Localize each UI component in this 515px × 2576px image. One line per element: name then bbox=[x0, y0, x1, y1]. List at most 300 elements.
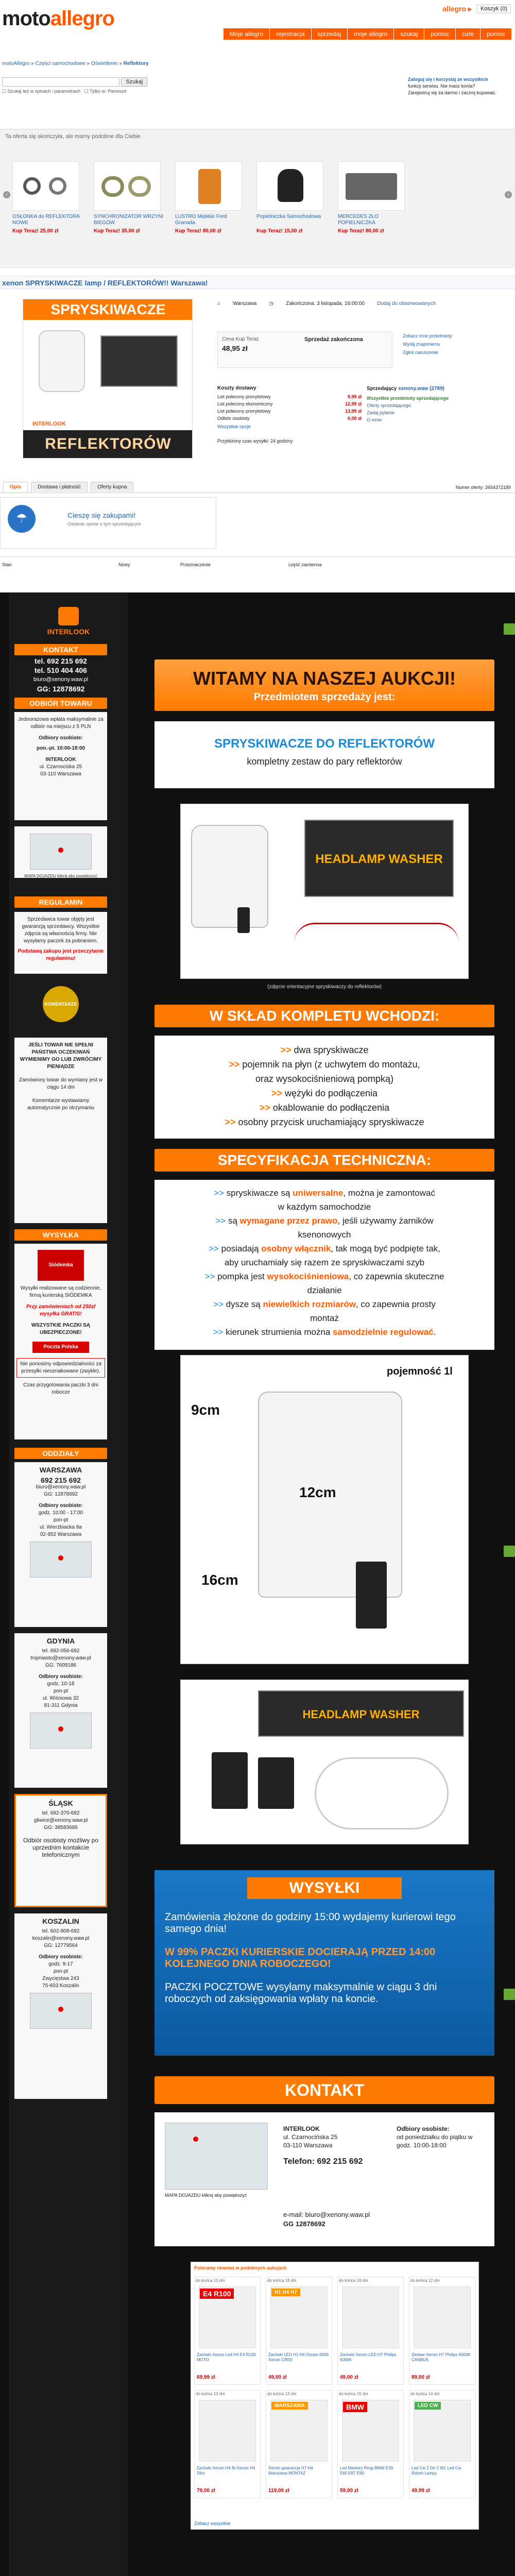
clock-icon: ◷ bbox=[269, 301, 274, 307]
branch-gg: GG: 12878692 bbox=[44, 1492, 78, 1497]
related-name[interactable]: Led Cw 2 Drl 2 W1 Led Cw Rdzeń Lampy bbox=[411, 2466, 461, 2476]
recommendation-price: Kup Teraz! 80,00 zł bbox=[338, 228, 384, 234]
recommendation-price: Kup Teraz! 80,00 zł bbox=[175, 228, 221, 234]
shipping-label: List polecony priorytetowy bbox=[217, 394, 271, 399]
spec-item: działanie bbox=[307, 1285, 342, 1295]
comments-badge: KOMENTARZE bbox=[43, 986, 79, 1022]
related-time: do końca 14 dni bbox=[410, 2392, 440, 2396]
recommendation-list bbox=[12, 161, 411, 234]
related-card[interactable] bbox=[266, 2390, 332, 2498]
search-option-2: Tylko w: Pierwsze bbox=[90, 89, 127, 94]
guarantee-panel bbox=[14, 1038, 107, 1223]
spec-head: SPECYFIKACJA TECHNICZNA: bbox=[154, 1149, 494, 1172]
regulamin-text: Sprzedawca towar objęty jest gwarancją sprzedawcy. Wszystkie zdjęcia są własnością firmy. Nie wysyłamy paczek za pobraniem. bbox=[22, 917, 100, 944]
kontakt-hours-box bbox=[397, 2125, 489, 2149]
regulamin-warning: Podstawą zakupu jest przeczytanie regulaminu! bbox=[18, 948, 104, 961]
branch-addr2: 75-603 Koszalin bbox=[42, 1983, 79, 1989]
recommendation-price: Kup Teraz! 35,00 zł bbox=[94, 228, 140, 234]
pump bbox=[356, 1562, 387, 1629]
regulamin-panel bbox=[14, 912, 107, 974]
product-image-dimensions[interactable] bbox=[180, 1355, 469, 1664]
guarantee-note-2: Zamówiony towar do wymiany jest w ciągu 14 dni bbox=[19, 1077, 103, 1090]
related-time: do końca 13 dni bbox=[196, 2392, 225, 2396]
courier-logo: Siódemka bbox=[38, 1250, 84, 1281]
allegro-brand-link[interactable]: allegro ▸ bbox=[442, 4, 472, 13]
search-input[interactable] bbox=[2, 77, 119, 87]
related-name[interactable]: Zestaw Xenon H7 Philips 6000K CANBUS bbox=[411, 2352, 471, 2362]
product-thumbnail[interactable] bbox=[256, 161, 323, 211]
branch-label: Odbiory osobiste: bbox=[39, 1674, 83, 1680]
price-label: Cena Kup Teraz bbox=[222, 336, 259, 342]
related-name[interactable]: Xenon gwarancja H7 H4 Warszawa MONTAŻ bbox=[268, 2466, 313, 2476]
nozzle bbox=[258, 1757, 294, 1809]
search-button[interactable]: Szukaj bbox=[121, 77, 147, 87]
welcome-title: WITAMY NA NASZEJ AUKCJI! bbox=[193, 668, 456, 689]
branch-addr2: 02-952 Warszawa bbox=[40, 1532, 82, 1537]
kontakt-email[interactable]: biuro@xenony.waw.pl bbox=[33, 676, 89, 683]
fluid-bottle bbox=[191, 825, 268, 928]
related-time: do końca 15 dni bbox=[339, 2392, 368, 2396]
related-card[interactable] bbox=[337, 2390, 404, 2498]
top-links bbox=[442, 4, 511, 13]
related-card[interactable] bbox=[409, 2277, 475, 2385]
recommendation-item[interactable] bbox=[94, 161, 167, 234]
related-tag: E4 R100 bbox=[200, 2289, 234, 2299]
product-image-kit[interactable] bbox=[180, 1680, 469, 1844]
spec-item: >> pompka jest wysokociśnieniowa, co zapewnia skuteczne bbox=[204, 1272, 444, 1281]
nav-item-4[interactable]: moje allegro bbox=[348, 28, 394, 40]
branch-addr1: ul. Wiśniowa 32 bbox=[42, 1696, 79, 1701]
wysylki-text-2: W 99% PACZKI KURIERSKIE DOCIERAJĄ PRZED 14:00 KOLEJNEGO DNIA ROBOCZEGO! bbox=[165, 1946, 436, 1970]
search-option-descriptions-checkbox[interactable]: ☐ bbox=[2, 89, 8, 94]
recommendation-item[interactable] bbox=[175, 161, 248, 234]
map-caption[interactable]: MAPA DOJAZDU kliknij aby powiększyć bbox=[24, 874, 97, 878]
related-tag: WARSZAWA bbox=[271, 2402, 308, 2410]
location-icon: ⌂ bbox=[217, 301, 221, 307]
oddzialy-head: ODDZIAŁY bbox=[14, 1448, 107, 1459]
photo-subtitle: REFLEKTORÓW bbox=[23, 430, 193, 458]
shipping-value: 13,99 zł bbox=[345, 409, 362, 414]
branch-addr1: Zwycięstwa 243 bbox=[42, 1976, 79, 1981]
shipping-label: List polecony ekonomiczny bbox=[217, 401, 273, 406]
kontakt-street: ul. Czarnocińska 25 bbox=[283, 2133, 338, 2141]
branch-days: pon-pt bbox=[53, 1688, 68, 1694]
search-options bbox=[2, 89, 213, 94]
spec-item: montaż bbox=[310, 1313, 339, 1323]
regulamin-head: REGULAMIN bbox=[14, 896, 107, 908]
nav-item-1[interactable]: Moje allegro bbox=[224, 28, 270, 40]
poczta-polska-logo: Poczta Polska bbox=[32, 1342, 89, 1353]
product-box bbox=[154, 721, 494, 788]
breadcrumb-item-1[interactable]: Części samochodowe bbox=[35, 61, 85, 66]
related-name[interactable]: Żarówki Xenon Led H4 E4 R100 MOTO bbox=[197, 2352, 256, 2362]
kit-item: >> dwa spryskiwacze bbox=[280, 1045, 369, 1055]
related-tag: LED CW bbox=[415, 2402, 441, 2410]
kit-item: >> osobny przycisk uruchamiający spryskiwacze bbox=[225, 1117, 424, 1127]
branch-addr1: ul. Wierzbiacka 8a bbox=[40, 1524, 82, 1530]
nav-item-7[interactable]: cafe bbox=[456, 28, 480, 40]
recommendation-band bbox=[0, 129, 515, 268]
seller-name[interactable]: xenony.waw (2789) bbox=[398, 386, 445, 392]
umbrella-icon: ☂ bbox=[8, 505, 36, 533]
wysylka-note-1: Wysyłki realizowane są codziennie, firmą kurierską SIÓDEMKA bbox=[20, 1285, 101, 1298]
shipping-row bbox=[217, 408, 362, 415]
price-box bbox=[217, 332, 392, 368]
logo-moto: moto bbox=[2, 7, 50, 30]
branch-tel: tel. 602-808-692 bbox=[42, 1928, 80, 1934]
dimension-height: 9cm bbox=[191, 1402, 220, 1418]
spec-item: >> posiadają osobny włącznik, tak mogą być podpięte tak, bbox=[209, 1244, 440, 1253]
product-thumbnail[interactable] bbox=[12, 161, 79, 211]
login-line-3[interactable]: Zarejestruj się za darmo i zacznij kupować. bbox=[408, 90, 496, 95]
odbior-panel bbox=[14, 712, 107, 820]
branch-label: Odbiory osobiste: bbox=[39, 1954, 83, 1960]
login-line-1[interactable]: Zaloguj się i korzystaj ze wszystkich bbox=[408, 77, 488, 82]
branch-mail[interactable]: biuro@xenony.waw.pl bbox=[36, 1484, 86, 1490]
branch-mail[interactable]: trojmiasto@xenony.waw.pl bbox=[30, 1655, 91, 1661]
nav-item-2[interactable]: rejestracja bbox=[270, 28, 311, 40]
odbior-note: Jednorazowa wpłata maksymalnie za odbiór na miejscu z 5 PLN bbox=[18, 717, 104, 730]
hose bbox=[315, 1757, 449, 1829]
branch-hours: godz. 9-17 bbox=[48, 1961, 73, 1967]
kontakt-address bbox=[283, 2125, 363, 2166]
search-option-1: Szukaj też w opisach i parametrach bbox=[7, 89, 81, 94]
recommendation-name[interactable]: Popielniczka Samochodowa bbox=[256, 214, 321, 219]
photo-logo: INTERLOOK bbox=[32, 421, 66, 427]
branch-gg: GG: 12779564 bbox=[44, 1943, 78, 1948]
capacity-label: pojemność 1l bbox=[387, 1366, 453, 1377]
wysylki-text-3: PACZKI POCZTOWE wysyłamy maksymalnie w ciągu 3 dni roboczych od zaksięgowania wpłaty na koncie. bbox=[165, 1981, 437, 2005]
shipping-more-link[interactable]: Wszystkie opcje bbox=[217, 424, 251, 429]
branch-days: pon-pt bbox=[53, 1517, 68, 1523]
branch-city: ŚLĄSK bbox=[48, 1799, 73, 1807]
wysylki-head: WYSYŁKI bbox=[247, 1877, 402, 1899]
param-value: Nowy bbox=[118, 562, 130, 567]
branch-koszalin bbox=[14, 1913, 107, 2099]
nav-item-5[interactable]: szukaj bbox=[394, 28, 424, 40]
search-option-category-checkbox[interactable]: ☐ bbox=[84, 89, 90, 94]
odbior-label: Odbiory osobiste: bbox=[39, 735, 83, 741]
related-name[interactable]: Żarówki LED H1 H4 Osram 6000 Xenon CREE bbox=[268, 2352, 329, 2362]
odbior-street: ul. Czarnociska 25 bbox=[39, 764, 82, 770]
wysylka-prep: Czas przygotowania paczki 3 dni robocze bbox=[23, 1382, 98, 1395]
nav-item-6[interactable]: pomoc bbox=[424, 28, 456, 40]
product-box-art: HEADLAMP WASHER bbox=[258, 1690, 464, 1737]
seller-all-items[interactable]: Wszystkie przedmioty sprzedającego bbox=[367, 396, 449, 401]
seller-link-1[interactable]: Oferty sprzedającego bbox=[367, 403, 411, 408]
product-box-art: HEADLAMP WASHER bbox=[304, 820, 454, 897]
chevron-right-icon[interactable]: › bbox=[505, 191, 512, 198]
interlook-logo bbox=[40, 607, 97, 636]
kontakt-gg: GG 12878692 bbox=[283, 2220, 325, 2228]
wysylka-panel bbox=[14, 1244, 107, 1439]
related-price: 69,99 zł bbox=[197, 2375, 215, 2380]
side-marker bbox=[504, 1546, 515, 1557]
shipping-row bbox=[217, 393, 362, 400]
recommendation-item[interactable] bbox=[338, 161, 411, 234]
branch-hours: godz. 10:00 - 17:00 bbox=[38, 1510, 83, 1516]
related-price: 89,00 zł bbox=[411, 2375, 430, 2380]
related-card[interactable] bbox=[194, 2390, 261, 2498]
odbior-hours: pon.-pt. 10:00-18:00 bbox=[37, 745, 85, 751]
comment-box bbox=[0, 497, 216, 549]
chevron-left-icon[interactable]: ‹ bbox=[3, 191, 10, 198]
product-thumbnail[interactable] bbox=[338, 161, 405, 211]
related-price: 79,00 zł bbox=[197, 2488, 215, 2494]
spec-item: ksenonowych bbox=[298, 1230, 351, 1240]
recommendation-title: Ta oferta się skończyła, ale mamy podobne dla Ciebie bbox=[5, 133, 141, 140]
shipping-value: 12,99 zł bbox=[345, 401, 362, 406]
dimension-width: 12cm bbox=[299, 1484, 336, 1500]
kontakt-banner: KONTAKT bbox=[154, 2076, 494, 2104]
kontakt-phone: Telefon: 692 215 692 bbox=[283, 2157, 363, 2166]
item-parameters bbox=[0, 556, 515, 587]
branch-days: pon-pt bbox=[53, 1969, 68, 1974]
recommendation-name[interactable]: MERCEDES ZŁO POPIELNICZKA bbox=[338, 214, 379, 226]
recommendation-name[interactable]: LUSTRO Miękkie Ford Granada bbox=[175, 214, 227, 226]
odbior-company: INTERLOOK bbox=[45, 757, 76, 762]
badge-panel bbox=[14, 980, 107, 1031]
sold-location: Warszawa bbox=[233, 301, 257, 307]
wysylki-panel bbox=[154, 1870, 494, 2056]
seller-link-3[interactable]: O mnie bbox=[367, 417, 382, 422]
product-name: SPRYSKIWACZE DO REFLEKTORÓW bbox=[214, 737, 435, 751]
branch-tel: tel. 692-370-692 bbox=[42, 1810, 80, 1816]
related-price: 59,00 zł bbox=[340, 2488, 358, 2494]
branch-map[interactable] bbox=[30, 1713, 92, 1749]
photo-title: SPRYSKIWACZE bbox=[23, 299, 193, 320]
branch-tel: 692 215 692 bbox=[41, 1476, 81, 1484]
spec-item: >> spryskiwacze są uniwersalne, można je zamontować bbox=[214, 1188, 435, 1198]
branch-gdynia bbox=[14, 1633, 107, 1788]
product-photo[interactable] bbox=[23, 299, 193, 459]
breadcrumb: motoAllegro » Części samochodowe » Oświetlenie » Reflektory bbox=[2, 61, 149, 66]
related-card[interactable] bbox=[409, 2390, 475, 2498]
spec-item: >> dysze są niewielkich rozmiarów, co zapewnia prosty bbox=[213, 1299, 436, 1309]
kontakt-map[interactable] bbox=[165, 2123, 268, 2190]
pump bbox=[237, 907, 250, 933]
shipping-label: Odbiór osobisty bbox=[217, 416, 250, 421]
branch-map[interactable] bbox=[30, 1993, 92, 2029]
branch-addr2: 81-311 Gdynia bbox=[44, 1703, 78, 1708]
image-caption: (zdjęcie orientacyjne spryskiwaczy do reflektorów) bbox=[267, 984, 382, 990]
watch-link[interactable]: Dodaj do obserwowanych bbox=[376, 301, 436, 307]
map-image[interactable] bbox=[30, 834, 92, 870]
recommendation-price: Kup Teraz! 15,00 zł bbox=[256, 228, 303, 234]
kontakt-gg: GG: 12878692 bbox=[37, 685, 85, 693]
kontakt-company: INTERLOOK bbox=[283, 2125, 320, 2132]
guarantee-note-1: JEŚLI TOWAR NIE SPEŁNI PAŃSTWA OCZEKIWAŃ WYMIENIMY GO LUB ZWRÓCIMY PIENIĄDZE bbox=[20, 1042, 102, 1070]
branch-mail[interactable]: gliwice@xenony.waw.pl bbox=[33, 1818, 88, 1823]
kontakt-details bbox=[14, 656, 107, 693]
related-card[interactable] bbox=[194, 2277, 261, 2385]
seller-head: Sprzedający bbox=[367, 386, 397, 392]
related-offers bbox=[191, 2262, 479, 2530]
breadcrumb-home[interactable]: motoAllegro bbox=[2, 61, 30, 66]
related-tag: H1 H4 H7 bbox=[271, 2289, 300, 2296]
related-name[interactable]: Żarówki Xenon LED H7 Philips 6000K bbox=[340, 2352, 397, 2362]
spec-item: >> kierunek strumienia można samodzielnie regulować. bbox=[213, 1327, 436, 1337]
search-area bbox=[2, 77, 213, 94]
product-subtitle: kompletny zestaw do pary reflektorów bbox=[247, 756, 402, 767]
branch-label: Odbiór osobisty możliwy po uprzednim kontakcie telefonicznym bbox=[23, 1837, 99, 1858]
kontakt-hours: od poniedziałku do piątku w godz. 10:00-18:00 bbox=[397, 2133, 473, 2149]
shipping-row bbox=[217, 400, 362, 408]
side-marker bbox=[504, 1989, 515, 2000]
wysylka-insured: WSZYSTKIE PACZKI SĄ UBEZPIECZONE! bbox=[31, 1323, 91, 1335]
kontakt-head: KONTAKT bbox=[14, 644, 107, 655]
spec-item: aby uruchamiały się razem ze spryskiwaczami szyb bbox=[224, 1258, 425, 1267]
shipping-value: 9,99 zł bbox=[347, 394, 362, 399]
box-image bbox=[100, 335, 178, 387]
recommendation-name[interactable]: OSŁONKA do REFLEKTORA NOWE bbox=[12, 214, 80, 226]
related-price: 49,00 zł bbox=[268, 2375, 287, 2380]
ended-date: Zakończona: 3 listopada, 16:00:00 bbox=[286, 301, 365, 307]
kontakt-tel-2: tel. 510 404 406 bbox=[35, 666, 87, 674]
wysylka-note-2: Nie ponosimy odpowiedzialności za przesyłki nieoznakowane (zwykłe). bbox=[16, 1358, 105, 1378]
auction-description bbox=[0, 592, 515, 2576]
breadcrumb-item-3[interactable]: Reflektory bbox=[123, 61, 149, 66]
side-link-1[interactable]: Zobacz inne przedmioty bbox=[403, 333, 452, 338]
related-time: do końca 13 dni bbox=[267, 2392, 297, 2396]
related-name[interactable]: Led Markery Ringi BMW E39 E60 E87 E90 bbox=[340, 2466, 393, 2476]
product-thumbnail[interactable] bbox=[175, 161, 242, 211]
price-value: 48,95 zł bbox=[222, 344, 248, 352]
recommendation-price: Kup Teraz! 25,00 zł bbox=[12, 228, 59, 234]
kontakt-email[interactable]: e-mail: biuro@xenony.waw.pl bbox=[283, 2211, 370, 2218]
bid-info bbox=[217, 301, 506, 444]
kontakt-map-caption[interactable]: MAPA DOJAZDU kliknij aby powiększyć bbox=[165, 2193, 247, 2198]
related-time: do końca 12 dni bbox=[410, 2278, 440, 2283]
branch-slask bbox=[14, 1794, 107, 1907]
branch-warszawa bbox=[14, 1462, 107, 1627]
wysylki-text-1: Zamówienia złożone do godziny 15:00 wydajemy kurierowi tego samego dnia! bbox=[165, 1911, 456, 1935]
related-head: Polecamy również w podobnych aukcjach bbox=[194, 2265, 287, 2270]
related-price: 119,00 zł bbox=[268, 2488, 289, 2494]
related-see-all[interactable]: Zobacz wszystkie bbox=[194, 2521, 231, 2526]
side-link-2[interactable]: Wyślij znajomemu bbox=[403, 342, 440, 347]
kontakt-panel bbox=[154, 2112, 494, 2246]
param-label: Stan bbox=[2, 562, 12, 567]
branch-tel: tel. 692-056-692 bbox=[42, 1648, 80, 1654]
login-line-2: funkcji serwisu. Nie masz konta? bbox=[408, 83, 475, 89]
kontakt-online bbox=[283, 2210, 370, 2229]
branch-gg: GG: 7609186 bbox=[45, 1663, 77, 1668]
param-value: część zamienna bbox=[288, 562, 322, 567]
param-label: Przeznaczenie bbox=[180, 562, 211, 567]
related-price: 49,00 zł bbox=[340, 2375, 358, 2380]
dimension-depth: 16cm bbox=[201, 1572, 238, 1588]
related-card[interactable] bbox=[337, 2277, 404, 2385]
product-image-1[interactable] bbox=[180, 804, 469, 979]
shipping-head: Koszty dostawy bbox=[217, 385, 256, 391]
sale-status: Sprzedaż zakończona bbox=[304, 336, 363, 343]
kit-list bbox=[154, 1036, 494, 1139]
kontakt-tel-1: tel. 692 215 692 bbox=[35, 657, 87, 665]
login-box bbox=[408, 76, 511, 96]
breadcrumb-item-2[interactable]: Oświetlenie bbox=[91, 61, 118, 66]
tab-shipping[interactable]: Dostawa i płatność bbox=[31, 482, 88, 492]
odbior-city: 03-110 Warszawa bbox=[40, 771, 81, 777]
branch-map[interactable] bbox=[30, 1541, 92, 1578]
branch-hours: godz. 10-18 bbox=[47, 1681, 75, 1687]
motoallegro-logo[interactable] bbox=[2, 7, 114, 30]
cart-link[interactable]: Koszyk (0) bbox=[477, 4, 511, 13]
interlook-logo-text: INTERLOOK bbox=[47, 628, 90, 636]
related-tag: BMW bbox=[343, 2402, 367, 2412]
kit-item: oraz wysokociśnieniową pompką) bbox=[255, 1074, 394, 1084]
kit-item: >> okablowanie do podłączenia bbox=[259, 1103, 390, 1113]
odbior-head: ODBIÓR TOWARU bbox=[14, 698, 107, 709]
branch-city: WARSZAWA bbox=[39, 1466, 82, 1474]
comment-subtitle[interactable]: Ostatnie opinie o tym sprzedającym bbox=[67, 521, 141, 527]
spec-item: w każdym samochodzie bbox=[278, 1202, 371, 1212]
auction-title-bar bbox=[0, 276, 515, 289]
recommendation-name[interactable]: SYNCHRONIZATOR WRZYNI BIEGÓW bbox=[94, 214, 164, 226]
welcome-subtitle: Przedmiotem sprzedaży jest: bbox=[253, 691, 396, 703]
shipping-costs bbox=[217, 385, 362, 444]
auction-title: xenon SPRYSKIWACZE lamp / REFLEKTORÓW!! Warszawa! bbox=[2, 279, 208, 287]
side-link-3[interactable]: Zgłoś naruszenie bbox=[403, 350, 438, 355]
offer-number: Numer oferty: 3654372189 bbox=[455, 485, 511, 490]
top-bar bbox=[0, 0, 515, 36]
wysylka-free: Przy zamówieniach od 250zł wysyłka GRATIS! bbox=[26, 1304, 95, 1317]
branch-city: GDYNIA bbox=[46, 1637, 75, 1645]
branch-mail[interactable]: koszalin@xenony.waw.pl bbox=[32, 1936, 90, 1941]
related-card[interactable] bbox=[266, 2277, 332, 2385]
shipping-row bbox=[217, 415, 362, 422]
kontakt-city: 03-110 Warszawa bbox=[283, 2142, 333, 2149]
branch-label: Odbiory osobiste: bbox=[39, 1503, 83, 1509]
wires bbox=[294, 923, 459, 964]
kit-item: >> pojemnik na płyn (z uchwytem do montażu, bbox=[229, 1059, 420, 1070]
related-name[interactable]: Żarówki Xenon H4 Bi-Xenon H4 Slim bbox=[197, 2466, 255, 2476]
spec-item: >> są wymagane przez prawo, jeśli używamy żarników bbox=[215, 1216, 434, 1226]
recommendation-item[interactable] bbox=[256, 161, 330, 234]
branch-city: KOSZALIN bbox=[42, 1917, 79, 1925]
recommendation-item[interactable] bbox=[12, 161, 85, 234]
main-column bbox=[149, 592, 505, 2576]
tab-description[interactable]: Opis bbox=[3, 482, 28, 492]
nav-item-3[interactable]: sprzedaj bbox=[312, 28, 348, 40]
guarantee-note-3: Komentarze wystawiamy automatycznie po otrzymaniu bbox=[27, 1098, 95, 1111]
map-panel bbox=[14, 826, 107, 878]
related-time: do końca 18 dni bbox=[267, 2278, 297, 2283]
shipping-time: Przybliżony czas wysyłki: 24 godziny bbox=[217, 438, 293, 444]
shipping-label: List polecony priorytetowy bbox=[217, 409, 271, 414]
welcome-banner bbox=[154, 659, 494, 711]
branch-gg: GG: 38583686 bbox=[44, 1825, 78, 1831]
related-time: do końca 10 dni bbox=[339, 2278, 368, 2283]
spec-list bbox=[154, 1180, 494, 1350]
side-marker bbox=[504, 623, 515, 635]
tab-bar bbox=[0, 482, 515, 493]
nozzle bbox=[212, 1752, 248, 1809]
product-thumbnail[interactable] bbox=[94, 161, 161, 211]
left-column bbox=[9, 592, 128, 2576]
bottle-image bbox=[39, 330, 85, 392]
wysylka-head: WYSYŁKA bbox=[14, 1229, 107, 1241]
tab-offers[interactable]: Oferty kupna bbox=[91, 482, 133, 492]
seller-box bbox=[367, 385, 506, 423]
seller-link-2[interactable]: Zadaj pytanie bbox=[367, 410, 395, 415]
nav-item-8[interactable]: pomoc bbox=[480, 28, 512, 40]
related-grid bbox=[191, 2274, 478, 2501]
related-price: 49,99 zł bbox=[411, 2488, 430, 2494]
logo-allegro: allegro bbox=[50, 7, 114, 30]
related-time: do końca 13 dni bbox=[196, 2278, 225, 2283]
comment-title: Cieszę się zakupami! bbox=[67, 511, 136, 519]
